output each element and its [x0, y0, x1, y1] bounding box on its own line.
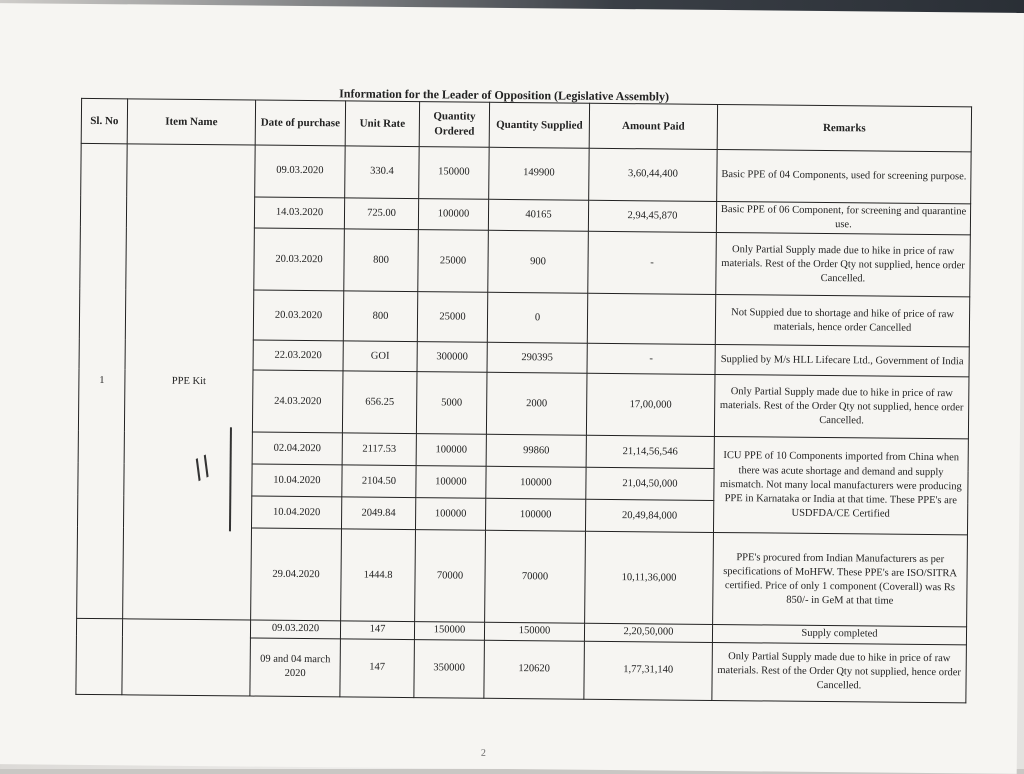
remarks-cell-icu: ICU PPE of 10 Components imported from China when there was acute shortage and demand and supply mismatch. Not many local manufacturers were producing PPE in Karnataka or India at that time. These PPE's are USDFDA/CE Certified [713, 437, 968, 535]
header-amount-paid: Amount Paid [589, 103, 717, 149]
ordered-cell: 5000 [416, 372, 487, 435]
supplied-cell: 100000 [485, 499, 585, 532]
rate-cell: 147 [340, 621, 414, 639]
ordered-cell: 100000 [416, 466, 486, 499]
purchase-table [75, 98, 972, 703]
supplied-cell: 149900 [489, 147, 589, 200]
header-date: Date of purchase [255, 100, 345, 146]
date-cell: 22.03.2020 [253, 340, 343, 371]
rate-cell: 800 [344, 229, 419, 292]
amount-cell: 2,20,50,000 [584, 624, 712, 642]
ordered-cell: 350000 [414, 639, 485, 698]
remarks-cell: Supply completed [712, 625, 966, 645]
ordered-cell: 100000 [415, 498, 485, 531]
document-page [0, 3, 1024, 774]
header-sl-no: Sl. No [81, 98, 127, 143]
ordered-cell: 100000 [418, 199, 488, 231]
amount-cell: - [588, 232, 717, 295]
amount-cell [587, 294, 715, 345]
rate-cell: GOI [343, 341, 417, 372]
amount-cell: 20,49,84,000 [585, 500, 713, 533]
remarks-cell: PPE's procured from Indian Manufacturers as per specifications of MoHFW. These PPE's are ISO/SITRA certified. Price of only 1 component (Coverall) was Rs 850/- in GeM at that time [713, 533, 968, 627]
sl-no-cell-empty [76, 619, 123, 695]
rate-cell: 725.00 [344, 198, 418, 230]
supplied-cell: 99860 [486, 435, 586, 468]
rate-cell: 2049.84 [341, 497, 415, 530]
document-title: Information for the Leader of Opposition (Legislative Assembly) [339, 86, 670, 104]
rate-cell: 800 [343, 291, 417, 342]
date-cell: 02.04.2020 [252, 432, 342, 465]
amount-cell: - [587, 344, 715, 375]
date-cell: 14.03.2020 [254, 197, 344, 229]
supplied-cell: 150000 [484, 623, 584, 641]
header-item-name: Item Name [127, 99, 255, 145]
ordered-cell: 150000 [414, 622, 484, 640]
ordered-cell: 300000 [417, 342, 487, 373]
date-cell: 24.03.2020 [252, 370, 343, 433]
remarks-cell: Only Partial Supply made due to hike in price of raw materials. Rest of the Order Qty not supplied, hence order Cancelled. [712, 642, 967, 702]
supplied-cell: 40165 [488, 199, 588, 231]
ordered-cell: 100000 [416, 434, 486, 467]
rate-cell: 1444.8 [341, 529, 416, 622]
header-qty-ordered: Quantity Ordered [419, 102, 489, 148]
remarks-cell: Only Partial Supply made due to hike in price of raw materials. Rest of the Order Qty not supplied, hence order Cancelled. [714, 375, 969, 439]
table-row [81, 143, 971, 204]
remarks-cell: Only Partial Supply made due to hike in price of raw materials. Rest of the Order Qty not supplied, hence order Cancelled. [716, 233, 971, 297]
header-qty-supplied: Quantity Supplied [489, 102, 589, 148]
amount-cell: 2,94,45,870 [588, 200, 716, 233]
page-footer-mark: 2 [480, 747, 486, 759]
rate-cell: 2104.50 [342, 465, 416, 498]
header-remarks: Remarks [717, 104, 971, 151]
date-cell: 09 and 04 march 2020 [250, 638, 341, 697]
rate-cell: 147 [340, 638, 415, 697]
supplied-cell: 120620 [484, 640, 585, 699]
remarks-cell: Basic PPE of 04 Components, used for screening purpose. [717, 149, 971, 203]
ordered-cell: 150000 [419, 147, 489, 200]
date-cell: 29.04.2020 [251, 528, 342, 621]
amount-cell: 3,60,44,400 [589, 148, 717, 201]
date-cell: 20.03.2020 [253, 290, 343, 341]
amount-cell: 17,00,000 [586, 374, 715, 437]
rate-cell: 2117.53 [342, 433, 416, 466]
remarks-cell: Not Suppied due to shortage and hike of price of raw materials, hence order Cancelled [715, 295, 969, 347]
item-name-cell-empty [122, 619, 251, 695]
amount-cell: 10,11,36,000 [585, 532, 714, 625]
amount-cell: 21,04,50,000 [586, 468, 714, 501]
amount-cell: 1,77,31,140 [584, 641, 713, 700]
remarks-cell: Basic PPE of 06 Component, for screening and quarantine use. [716, 201, 970, 235]
rate-cell: 656.25 [342, 371, 417, 434]
ordered-cell: 25000 [417, 292, 487, 343]
supplied-cell: 0 [487, 293, 587, 344]
ordered-cell: 70000 [415, 530, 486, 623]
supplied-cell: 70000 [485, 531, 586, 624]
supplied-cell: 290395 [487, 343, 587, 374]
sl-no-cell: 1 [77, 143, 128, 619]
date-cell: 09.03.2020 [250, 620, 340, 638]
ordered-cell: 25000 [418, 230, 489, 293]
date-cell: 10.04.2020 [252, 464, 342, 497]
date-cell: 20.03.2020 [254, 228, 345, 291]
supplied-cell: 900 [488, 231, 589, 294]
supplied-cell: 100000 [486, 467, 586, 500]
item-name-cell: PPE Kit [123, 144, 256, 621]
header-unit-rate: Unit Rate [345, 101, 419, 147]
rate-cell: 330.4 [345, 146, 419, 199]
supplied-cell: 2000 [486, 373, 587, 436]
handwritten-tick-mark: // [188, 450, 217, 486]
date-cell: 09.03.2020 [255, 145, 345, 198]
amount-cell: 21,14,56,546 [586, 436, 714, 469]
date-cell: 10.04.2020 [251, 496, 341, 529]
remarks-cell: Supplied by M/s HLL Lifecare Ltd., Government of India [715, 345, 969, 377]
